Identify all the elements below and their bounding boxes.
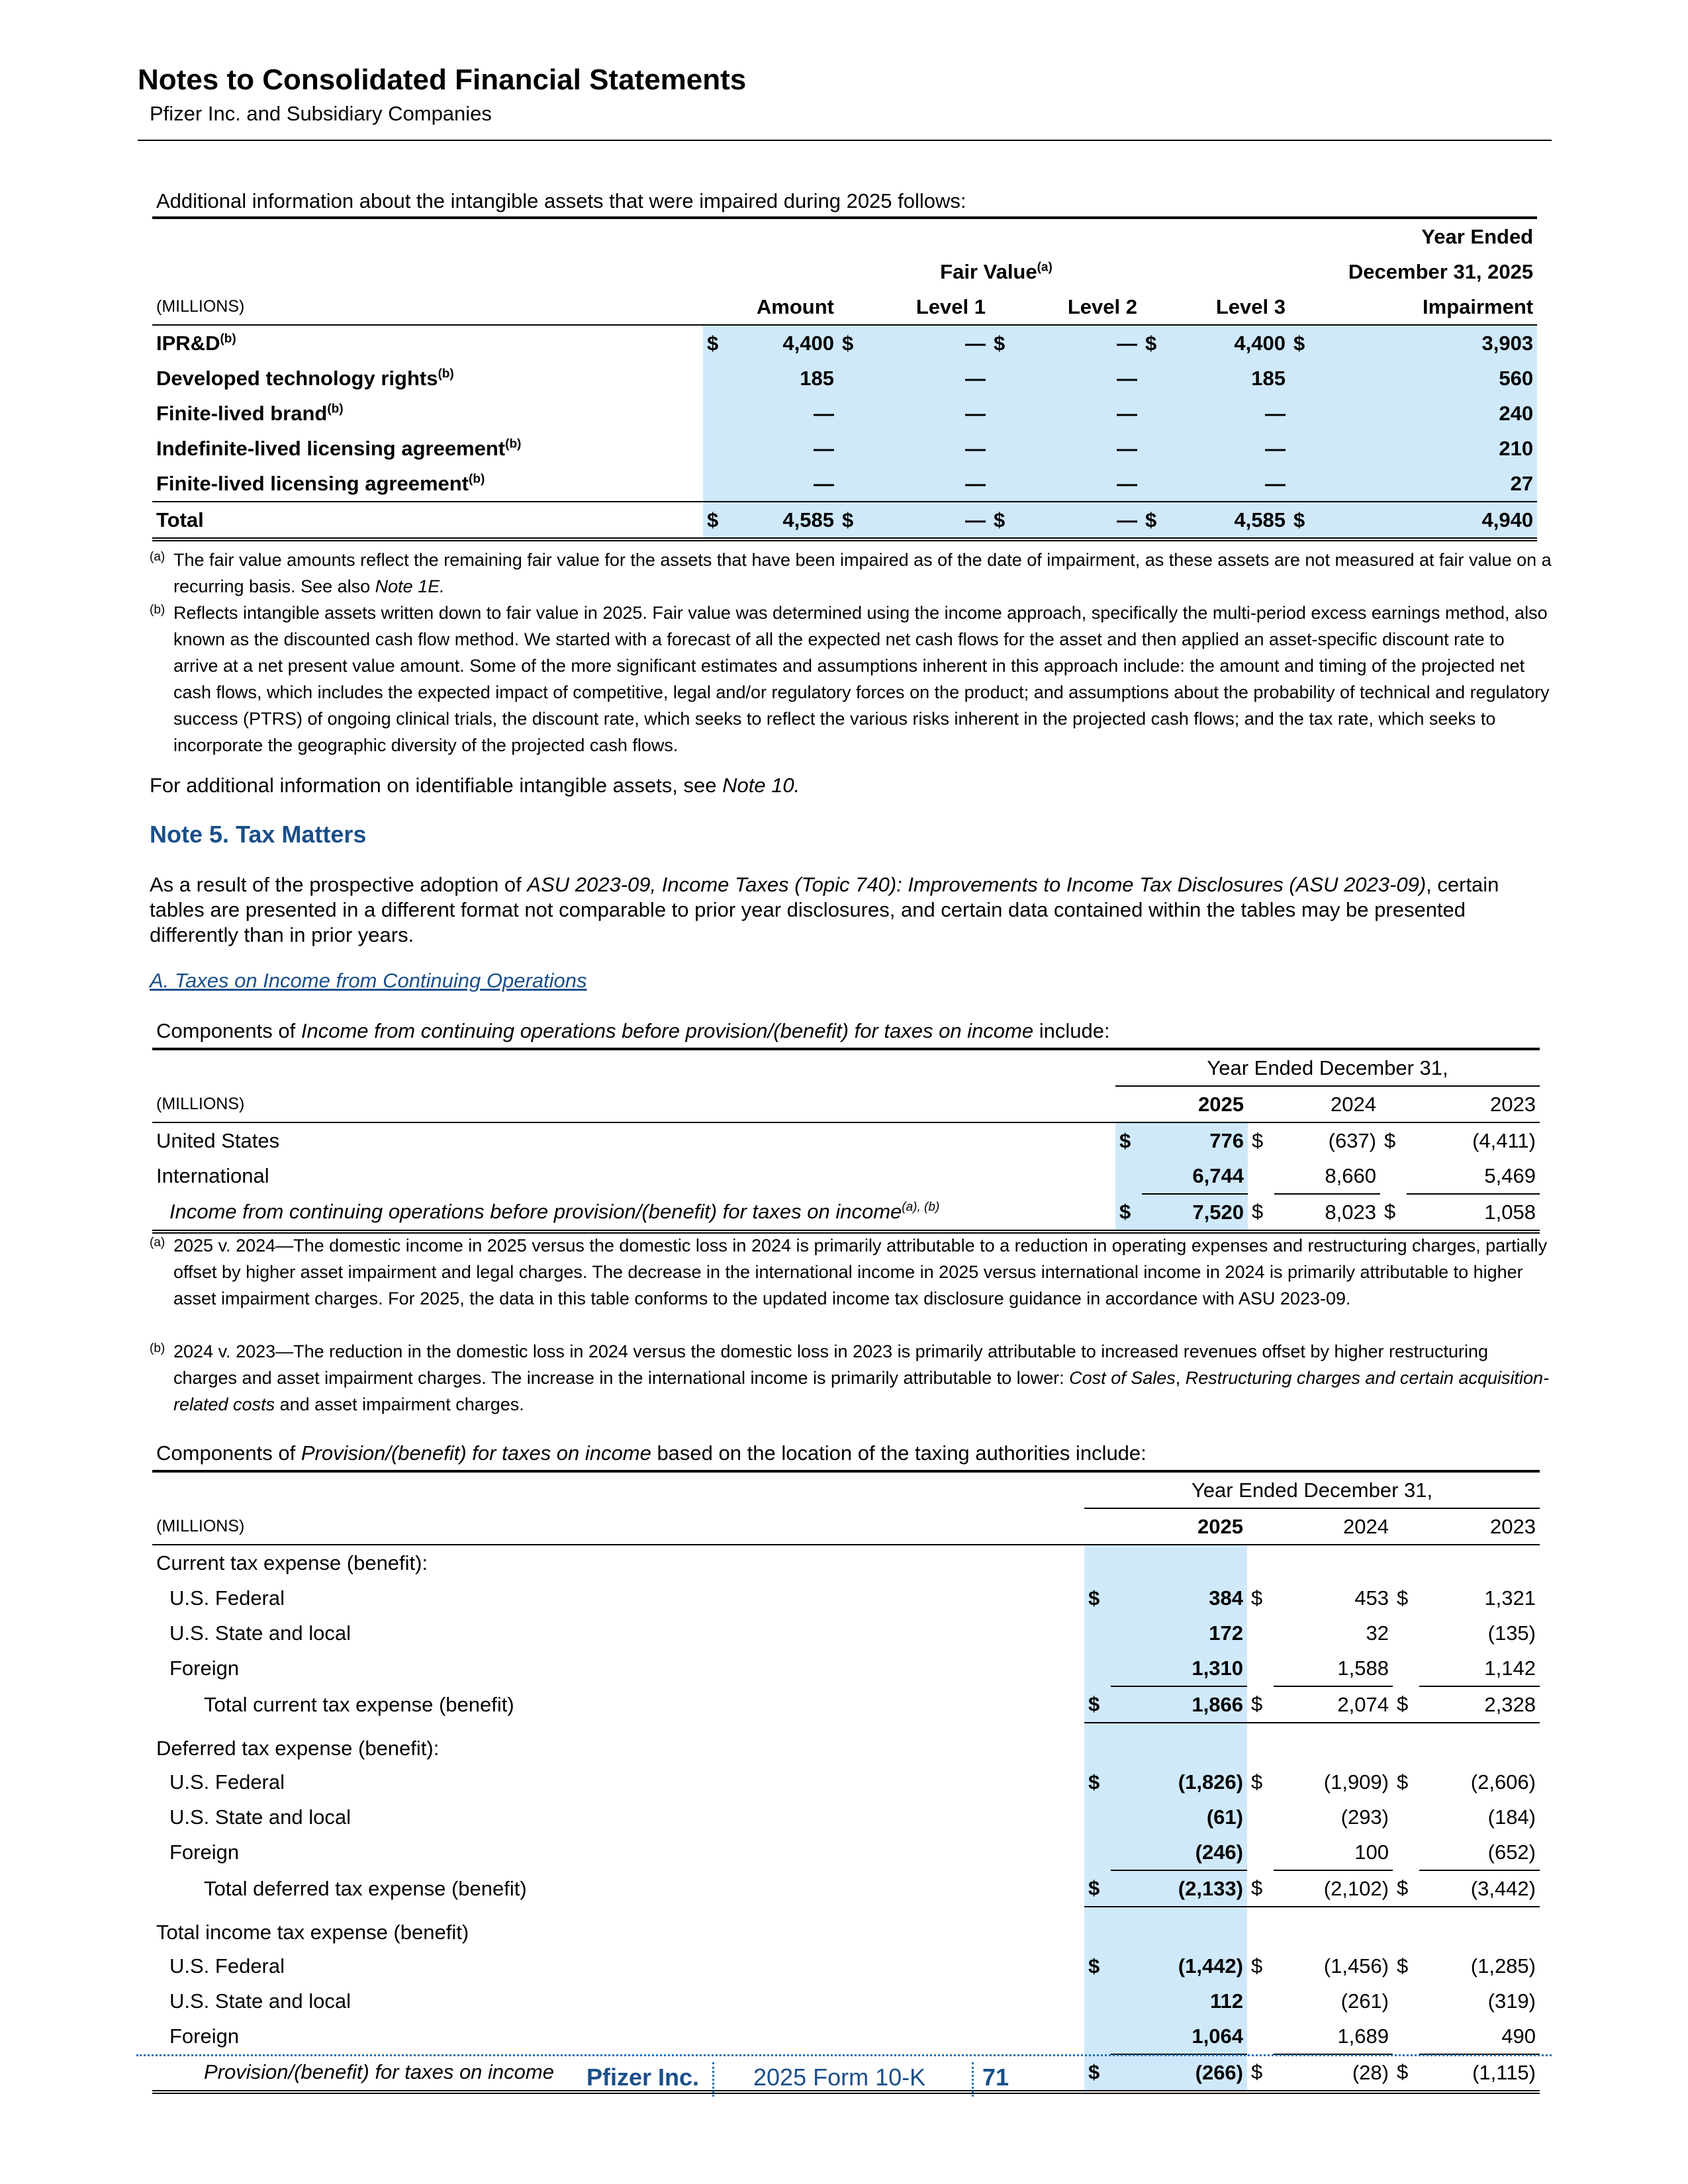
table-row: Developed technology rights$^{(b)}$ 185 — — 185 560 [152, 361, 1537, 396]
col-header-impairment: Impairment [1423, 295, 1534, 318]
additional-info: For additional information on identifiable intangible assets, see Note 10. [150, 774, 800, 797]
col-header-fair-value: Fair Value$^{(a)}$ [940, 259, 1053, 283]
col-header-level3: Level 3 [1215, 295, 1286, 318]
footnote-a: (a) The fair value amounts reflect the remaining fair value for the assets that have been impaired as of the date of impairment, as these assets are not measured at fair value on a recurring basis. See also Note 1E. [150, 550, 1552, 596]
header-divider [138, 140, 1552, 141]
table-total-row: Total $ 4,585 $ — $ — $ 4,585 $ 4,940 [152, 502, 1537, 539]
table-row: U.S. State and local (61) (293) (184) [152, 1799, 1540, 1835]
table-row: International 6,744 8,660 5,469 [152, 1158, 1540, 1194]
note5-heading: Note 5. Tax Matters [150, 821, 367, 848]
table-row: Finite-lived licensing agreement$^{(b)}$ — — — — 27 [152, 466, 1537, 502]
provision-intro: Components of Provision/(benefit) for taxes on income based on the location of the taxing authorities include: [156, 1441, 1147, 1465]
subtotal-row: Total deferred tax expense (benefit) $ (2,133) $ (2,102) $ (3,442) [152, 1870, 1540, 1907]
page-title: Notes to Consolidated Financial Statements [138, 64, 747, 96]
table-total-row: Income from continuing operations before provision/(benefit) for taxes on income$^{(a), (b)}$ $ 7,520 $ 8,023 $ 1,058 [152, 1194, 1540, 1232]
col-header-december: December 31, 2025 [1348, 259, 1534, 283]
col-header-level1: Level 1 [915, 295, 986, 318]
table-row: United States $ 776 $ (637) $ (4,411) [152, 1122, 1540, 1158]
footer-separator [712, 2062, 714, 2097]
table-row: Finite-lived brand$^{(b)}$ — — — — 240 [152, 396, 1537, 431]
col-header-2025: 2025 [1197, 1514, 1243, 1538]
income-footnote-b: (b) 2024 v. 2023—The reduction in the domestic loss in 2024 versus the domestic loss in 2023 is primarily attributable to increased revenues offset by higher restructuring charges and asset impairment charges. The increase in the international income is primarily attributable to lower: Cost of Sales, Restructuring charges and certain acquisition-related costs and asset impairment charges. [150, 1342, 1550, 1414]
section-link-taxes-on-income[interactable]: A. Taxes on Income from Continuing Operations [150, 969, 587, 992]
impaired-intro: Additional information about the intangible assets that were impaired during 2025 follows: [156, 189, 966, 212]
table-row: Foreign (246) 100 (652) [152, 1835, 1540, 1870]
table-row: U.S. Federal $ (1,442) $ (1,456) $ (1,285) [152, 1948, 1540, 1983]
col-header-amount: Amount [756, 295, 834, 318]
income-footnote-a: (a) 2025 v. 2024—The domestic income in 2025 versus the domestic loss in 2024 is primarily attributable to a reduction in operating expenses and restructuring charges, partially offset by higher asset impairment and legal charges. The decrease in the international income in 2025 versus international income in 2024 is primarily attributable to higher asset impairment charges. For 2025, the data in this table conforms to the updated income tax disclosure guidance in accordance with ASU 2023-09. [150, 1236, 1548, 1308]
section-label-row: Deferred tax expense (benefit): [152, 1723, 1540, 1764]
col-header-2024: 2024 [1343, 1514, 1389, 1538]
table-row: $IPR\&D^{(b)}$ $ 4,400 $ — $ — $ 4,400 $ 3,903 [152, 325, 1537, 361]
section-label-row: Current tax expense (benefit): [152, 1545, 1540, 1580]
units-label: (MILLIONS) [156, 297, 245, 316]
table-row: U.S. Federal $ 384 $ 453 $ 1,321 [152, 1580, 1540, 1615]
income-intro: Components of Income from continuing operations before provision/(benefit) for taxes on income include: [156, 1019, 1110, 1042]
table-row: U.S. Federal $ (1,826) $ (1,909) $ (2,606) [152, 1764, 1540, 1799]
footer-company: Pfizer Inc. [586, 2064, 700, 2091]
subtotal-row: Total current tax expense (benefit) $ 1,866 $ 2,074 $ 2,328 [152, 1686, 1540, 1723]
table-row: U.S. State and local 172 32 (135) [152, 1615, 1540, 1651]
footer-divider [136, 2054, 1552, 2056]
col-header-year-ended: Year Ended [1421, 224, 1534, 248]
col-header-level2: Level 2 [1067, 295, 1137, 318]
col-header-2025: 2025 [1198, 1092, 1244, 1116]
footer-page-number: 71 [982, 2064, 1009, 2091]
table-row: Foreign 1,310 1,588 1,142 [152, 1651, 1540, 1686]
page-subtitle: Pfizer Inc. and Subsidiary Companies [150, 102, 492, 125]
table-row: U.S. State and local 112 (261) (319) [152, 1983, 1540, 2019]
col-header-year-ended: Year Ended December 31, [1084, 1471, 1540, 1508]
impaired-assets-table [152, 216, 1537, 541]
units-label: (MILLIONS) [156, 1094, 245, 1113]
col-header-2023: 2023 [1490, 1514, 1536, 1538]
note5-paragraph: As a result of the prospective adoption of ASU 2023-09, Income Taxes (Topic 740): Improvements to Income Tax Disclosures (ASU 2023-09), certain tables are presented in a different format not comparable to prior year disclosures, and certain data contained within the tables may be presented differently than in prior years. [150, 873, 1499, 946]
table-row: Foreign 1,064 1,689 490 [152, 2019, 1540, 2054]
table-total-row: Provision/(benefit) for taxes on income $ (266) $ (28) $ (1,115) [152, 2054, 1540, 2092]
col-header-2023: 2023 [1490, 1092, 1536, 1116]
table-row: Indefinite-lived licensing agreement$^{(b)}$ — — — — 210 [152, 431, 1537, 466]
footer-separator [972, 2062, 974, 2097]
footer-form: 2025 Form 10-K [753, 2064, 926, 2091]
income-components-table [152, 1048, 1540, 1234]
provision-components-table [152, 1470, 1540, 2094]
col-header-year-ended: Year Ended December 31, [1115, 1049, 1540, 1086]
col-header-2024: 2024 [1331, 1092, 1376, 1116]
footnote-b: (b) Reflects intangible assets written down to fair value in 2025. Fair value was determined using the income approach, specifically the multi-period excess earnings method, also known as the discounted cash flow method. We started with a forecast of all the expected net cash flows for the asset and then applied an asset-specific discount rate to arrive at a net present value amount. Some of the more significant estimates and assumptions inherent in this approach include: the amount and timing of the projected net cash flows, which includes the expected impact of competitive, legal and/or regulatory forces on the product; and assumptions about the probability of technical and regulatory success (PTRS) of ongoing clinical trials, the discount rate, which seeks to reflect the various risks inherent in the projected cash flows; and the tax rate, which seeks to incorporate the geographic diversity of the projected cash flows. [150, 603, 1550, 755]
section-label-row: Total income tax expense (benefit) [152, 1907, 1540, 1948]
units-label: (MILLIONS) [156, 1516, 245, 1535]
